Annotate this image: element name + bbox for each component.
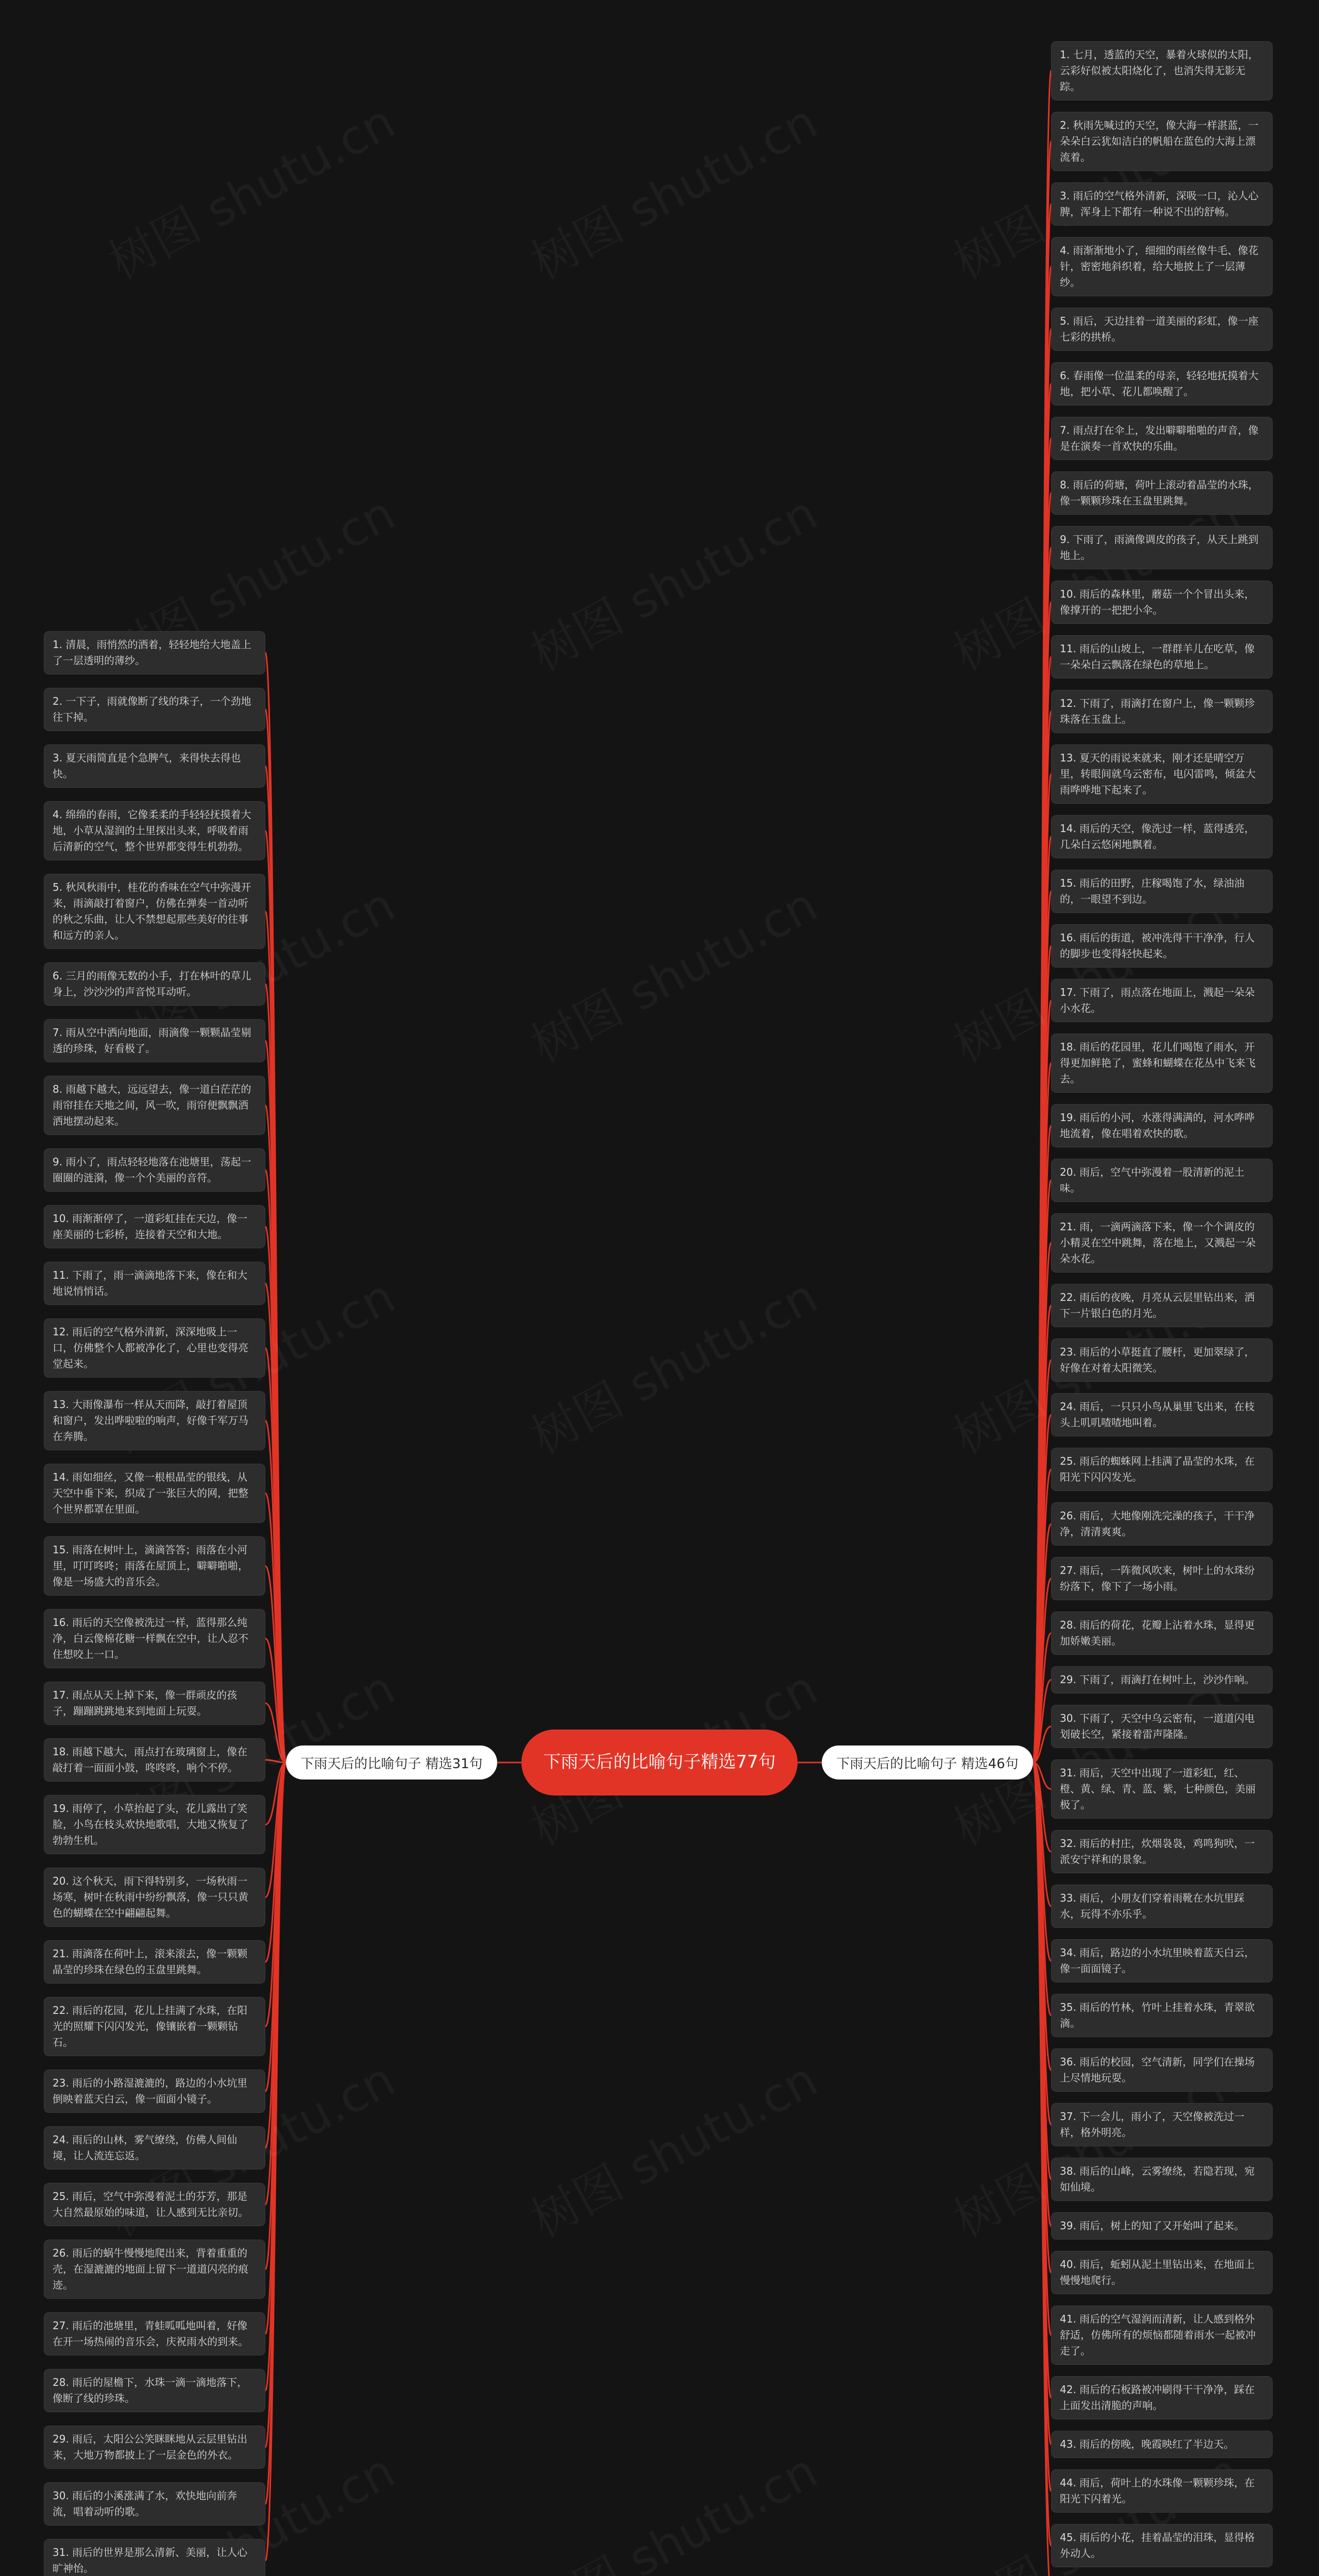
right-item-card[interactable]: 16. 雨后的街道，被冲洗得干干净净，行人的脚步也变得轻快起来。 bbox=[1051, 924, 1273, 968]
right-item-card[interactable]: 33. 雨后，小朋友们穿着雨靴在水坑里踩水，玩得不亦乐乎。 bbox=[1051, 1885, 1273, 1928]
right-item-card[interactable]: 6. 春雨像一位温柔的母亲，轻轻地抚摸着大地，把小草、花儿都唤醒了。 bbox=[1051, 362, 1273, 405]
left-item-card[interactable]: 20. 这个秋天，雨下得特别多，一场秋雨一场寒，树叶在秋雨中纷纷飘落，像一只只黄色的蝴蝶在空中翩翩起舞。 bbox=[44, 1868, 265, 1927]
right-item-card[interactable]: 18. 雨后的花园里，花儿们喝饱了雨水，开得更加鲜艳了，蜜蜂和蝴蝶在花丛中飞来飞去。 bbox=[1051, 1033, 1273, 1093]
right-item-card[interactable]: 10. 雨后的森林里，蘑菇一个个冒出头来，像撑开的一把把小伞。 bbox=[1051, 581, 1273, 624]
left-item-card[interactable]: 19. 雨停了，小草抬起了头，花儿露出了笑脸，小鸟在枝头欢快地歌唱，大地又恢复了勃勃生机。 bbox=[44, 1795, 265, 1854]
right-item-card[interactable]: 12. 下雨了，雨滴打在窗户上，像一颗颗珍珠落在玉盘上。 bbox=[1051, 690, 1273, 733]
right-item-card[interactable]: 30. 下雨了，天空中乌云密布，一道道闪电划破长空，紧接着雷声隆隆。 bbox=[1051, 1705, 1273, 1748]
left-item-card[interactable]: 8. 雨越下越大，远远望去，像一道白茫茫的雨帘挂在天地之间，风一吹，雨帘便飘飘洒洒地摆动起来。 bbox=[44, 1076, 265, 1135]
left-item-card[interactable]: 12. 雨后的空气格外清新，深深地吸上一口，仿佛整个人都被净化了，心里也变得亮堂起来。 bbox=[44, 1318, 265, 1378]
left-item-card[interactable]: 10. 雨渐渐停了，一道彩虹挂在天边，像一座美丽的七彩桥，连接着天空和大地。 bbox=[44, 1205, 265, 1248]
right-item-card[interactable]: 15. 雨后的田野，庄稼喝饱了水，绿油油的，一眼望不到边。 bbox=[1051, 870, 1273, 913]
right-item-card[interactable]: 1. 七月，透蓝的天空，暴着火球似的太阳，云彩好似被太阳烧化了，也消失得无影无踪。 bbox=[1051, 41, 1273, 100]
right-item-card[interactable]: 29. 下雨了，雨滴打在树叶上，沙沙作响。 bbox=[1051, 1666, 1273, 1693]
right-item-card[interactable]: 43. 雨后的傍晚，晚霞映红了半边天。 bbox=[1051, 2431, 1273, 2458]
left-item-card[interactable]: 22. 雨后的花园，花儿上挂满了水珠，在阳光的照耀下闪闪发光，像镶嵌着一颗颗钻石。 bbox=[44, 1997, 265, 2056]
left-item-card[interactable]: 24. 雨后的山林，雾气缭绕，仿佛人间仙境，让人流连忘返。 bbox=[44, 2126, 265, 2170]
right-item-card[interactable]: 2. 秋雨先喊过的天空，像大海一样湛蓝，一朵朵白云犹如洁白的帆船在蓝色的大海上漂流着。 bbox=[1051, 112, 1273, 171]
right-item-card[interactable]: 37. 下一会儿，雨小了，天空像被洗过一样，格外明亮。 bbox=[1051, 2103, 1273, 2146]
left-item-card[interactable]: 9. 雨小了，雨点轻轻地落在池塘里，荡起一圈圈的涟漪，像一个个美丽的音符。 bbox=[44, 1148, 265, 1192]
right-item-card[interactable]: 22. 雨后的夜晚，月亮从云层里钻出来，洒下一片银白色的月光。 bbox=[1051, 1284, 1273, 1327]
right-item-card[interactable]: 19. 雨后的小河，水涨得满满的，河水哗哗地流着，像在唱着欢快的歌。 bbox=[1051, 1104, 1273, 1147]
right-item-card[interactable]: 27. 雨后，一阵微风吹来，树叶上的水珠纷纷落下，像下了一场小雨。 bbox=[1051, 1557, 1273, 1600]
left-item-card[interactable]: 11. 下雨了，雨一滴滴地落下来，像在和大地说悄悄话。 bbox=[44, 1262, 265, 1305]
left-item-card[interactable]: 2. 一下子，雨就像断了线的珠子，一个劲地往下掉。 bbox=[44, 688, 265, 731]
right-item-card[interactable]: 45. 雨后的小花，挂着晶莹的泪珠，显得格外动人。 bbox=[1051, 2524, 1273, 2567]
right-item-card[interactable]: 17. 下雨了，雨点落在地面上，溅起一朵朵小水花。 bbox=[1051, 979, 1273, 1022]
left-item-card[interactable]: 13. 大雨像瀑布一样从天而降，敲打着屋顶和窗户，发出哗啦啦的响声，好像千军万马在奔腾。 bbox=[44, 1391, 265, 1450]
left-item-card[interactable]: 29. 雨后，太阳公公笑眯眯地从云层里钻出来，大地万物都披上了一层金色的外衣。 bbox=[44, 2426, 265, 2469]
right-item-card[interactable]: 28. 雨后的荷花，花瓣上沾着水珠，显得更加娇嫩美丽。 bbox=[1051, 1612, 1273, 1655]
left-item-card[interactable]: 31. 雨后的世界是那么清新、美丽，让人心旷神怡。 bbox=[44, 2539, 265, 2576]
left-item-card[interactable]: 21. 雨滴落在荷叶上，滚来滚去，像一颗颗晶莹的珍珠在绿色的玉盘里跳舞。 bbox=[44, 1940, 265, 1984]
right-item-card[interactable]: 20. 雨后，空气中弥漫着一股清新的泥土味。 bbox=[1051, 1159, 1273, 1202]
right-item-card[interactable]: 31. 雨后，天空中出现了一道彩虹，红、橙、黄、绿、青、蓝、紫，七种颜色，美丽极了。 bbox=[1051, 1759, 1273, 1819]
right-item-card[interactable]: 32. 雨后的村庄，炊烟袅袅，鸡鸣狗吠，一派安宁祥和的景象。 bbox=[1051, 1830, 1273, 1873]
left-branch-topic[interactable]: 下雨天后的比喻句子 精选31句 bbox=[286, 1745, 497, 1780]
left-item-card[interactable]: 28. 雨后的屋檐下，水珠一滴一滴地落下，像断了线的珍珠。 bbox=[44, 2369, 265, 2412]
right-item-card[interactable]: 40. 雨后，蚯蚓从泥土里钻出来，在地面上慢慢地爬行。 bbox=[1051, 2251, 1273, 2294]
right-item-card[interactable]: 25. 雨后的蜘蛛网上挂满了晶莹的水珠，在阳光下闪闪发光。 bbox=[1051, 1448, 1273, 1491]
right-item-card[interactable]: 24. 雨后，一只只小鸟从巢里飞出来，在枝头上叽叽喳喳地叫着。 bbox=[1051, 1393, 1273, 1436]
left-item-card[interactable]: 18. 雨越下越大，雨点打在玻璃窗上，像在敲打着一面面小鼓，咚咚咚，响个不停。 bbox=[44, 1738, 265, 1782]
right-item-card[interactable]: 4. 雨渐渐地小了，细细的雨丝像牛毛、像花针，密密地斜织着，给大地披上了一层薄纱。 bbox=[1051, 237, 1273, 296]
left-item-card[interactable]: 16. 雨后的天空像被洗过一样，蓝得那么纯净，白云像棉花糖一样飘在空中，让人忍不住想咬上一口。 bbox=[44, 1609, 265, 1668]
right-item-card[interactable]: 42. 雨后的石板路被冲刷得干干净净，踩在上面发出清脆的声响。 bbox=[1051, 2376, 1273, 2419]
left-item-card[interactable]: 3. 夏天雨简直是个急脾气，来得快去得也快。 bbox=[44, 744, 265, 788]
right-item-card[interactable]: 26. 雨后，大地像刚洗完澡的孩子，干干净净，清清爽爽。 bbox=[1051, 1502, 1273, 1546]
left-item-card[interactable]: 25. 雨后，空气中弥漫着泥土的芬芳，那是大自然最原始的味道，让人感到无比亲切。 bbox=[44, 2183, 265, 2226]
right-item-card[interactable]: 23. 雨后的小草挺直了腰杆，更加翠绿了，好像在对着太阳微笑。 bbox=[1051, 1338, 1273, 1382]
right-item-card[interactable]: 5. 雨后，天边挂着一道美丽的彩虹，像一座七彩的拱桥。 bbox=[1051, 308, 1273, 351]
right-item-card[interactable]: 36. 雨后的校园，空气清新，同学们在操场上尽情地玩耍。 bbox=[1051, 2048, 1273, 2092]
left-item-card[interactable]: 23. 雨后的小路湿漉漉的，路边的小水坑里倒映着蓝天白云，像一面面小镜子。 bbox=[44, 2070, 265, 2113]
right-item-card[interactable]: 9. 下雨了，雨滴像调皮的孩子，从天上跳到地上。 bbox=[1051, 526, 1273, 569]
left-item-card[interactable]: 17. 雨点从天上掉下来，像一群顽皮的孩子，蹦蹦跳跳地来到地面上玩耍。 bbox=[44, 1682, 265, 1725]
left-item-card[interactable]: 4. 绵绵的春雨，它像柔柔的手轻轻抚摸着大地，小草从湿润的土里探出头来，呼吸着雨后清新的空气，整个世界都变得生机勃勃。 bbox=[44, 801, 265, 860]
right-item-card[interactable]: 21. 雨，一滴两滴落下来，像一个个调皮的小精灵在空中跳舞，落在地上，又溅起一朵朵水花。 bbox=[1051, 1213, 1273, 1273]
left-item-card[interactable]: 14. 雨如细丝，又像一根根晶莹的银线，从天空中垂下来，织成了一张巨大的网，把整个世界都罩在里面。 bbox=[44, 1464, 265, 1523]
right-item-card[interactable]: 38. 雨后的山峰，云雾缭绕，若隐若现，宛如仙境。 bbox=[1051, 2158, 1273, 2201]
left-item-card[interactable]: 1. 清晨，雨悄然的洒着，轻轻地给大地盖上了一层透明的薄纱。 bbox=[44, 631, 265, 674]
right-item-card[interactable]: 34. 雨后，路边的小水坑里映着蓝天白云，像一面面镜子。 bbox=[1051, 1939, 1273, 1982]
left-item-card[interactable]: 30. 雨后的小溪涨满了水，欢快地向前奔流，唱着动听的歌。 bbox=[44, 2482, 265, 2526]
right-item-card[interactable]: 7. 雨点打在伞上，发出噼噼啪啪的声音，像是在演奏一首欢快的乐曲。 bbox=[1051, 417, 1273, 460]
right-item-card[interactable]: 35. 雨后的竹林，竹叶上挂着水珠，青翠欲滴。 bbox=[1051, 1994, 1273, 2037]
left-item-card[interactable]: 6. 三月的雨像无数的小手，打在林叶的草儿身上，沙沙沙的声音悦耳动听。 bbox=[44, 962, 265, 1006]
left-item-card[interactable]: 15. 雨落在树叶上，滴滴答答；雨落在小河里，叮叮咚咚；雨落在屋顶上，噼噼啪啪，像是一场盛大的音乐会。 bbox=[44, 1536, 265, 1596]
left-item-card[interactable]: 26. 雨后的蜗牛慢慢地爬出来，背着重重的壳，在湿漉漉的地面上留下一道道闪亮的痕迹。 bbox=[44, 2240, 265, 2299]
right-item-card[interactable]: 14. 雨后的天空，像洗过一样，蓝得透亮，几朵白云悠闲地飘着。 bbox=[1051, 815, 1273, 858]
right-item-card[interactable]: 11. 雨后的山坡上，一群群羊儿在吃草，像一朵朵白云飘落在绿色的草地上。 bbox=[1051, 635, 1273, 679]
right-item-card[interactable]: 39. 雨后，树上的知了又开始叫了起来。 bbox=[1051, 2212, 1273, 2240]
right-item-card[interactable]: 3. 雨后的空气格外清新，深吸一口，沁人心脾，浑身上下都有一种说不出的舒畅。 bbox=[1051, 182, 1273, 226]
right-item-card[interactable]: 44. 雨后，荷叶上的水珠像一颗颗珍珠，在阳光下闪着光。 bbox=[1051, 2469, 1273, 2513]
right-item-card[interactable]: 41. 雨后的空气湿润而清新，让人感到格外舒适，仿佛所有的烦恼都随着雨水一起被冲走了。 bbox=[1051, 2306, 1273, 2365]
right-item-card[interactable]: 13. 夏天的雨说来就来，刚才还是晴空万里，转眼间就乌云密布，电闪雷鸣，倾盆大雨哗哗地下起来了。 bbox=[1051, 744, 1273, 804]
right-item-card[interactable]: 8. 雨后的荷塘，荷叶上滚动着晶莹的水珠，像一颗颗珍珠在玉盘里跳舞。 bbox=[1051, 471, 1273, 515]
right-branch-topic[interactable]: 下雨天后的比喻句子 精选46句 bbox=[822, 1745, 1033, 1780]
left-item-card[interactable]: 27. 雨后的池塘里，青蛙呱呱地叫着，好像在开一场热闹的音乐会，庆祝雨水的到来。 bbox=[44, 2312, 265, 2355]
root-topic[interactable]: 下雨天后的比喻句子精选77句 bbox=[521, 1730, 798, 1795]
left-item-card[interactable]: 7. 雨从空中洒向地面，雨滴像一颗颗晶莹剔透的珍珠，好看极了。 bbox=[44, 1019, 265, 1062]
left-item-card[interactable]: 5. 秋风秋雨中，桂花的香味在空气中弥漫开来，雨滴敲打着窗户，仿佛在弹奏一首动听的秋之乐曲，让人不禁想起那些美好的往事和远方的亲人。 bbox=[44, 874, 265, 949]
